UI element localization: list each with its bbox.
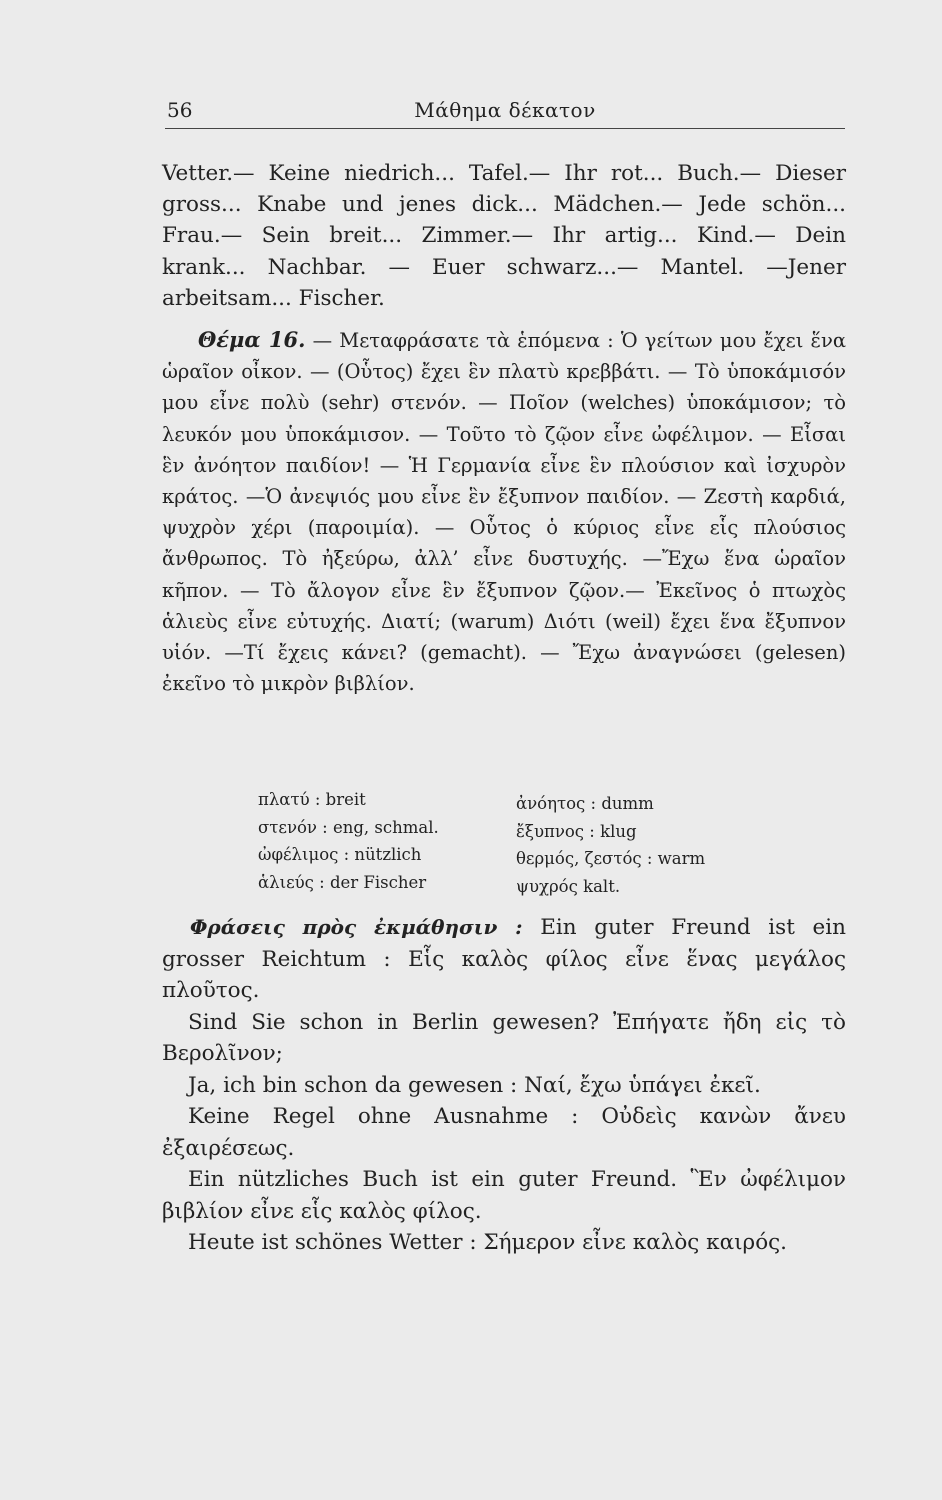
phrase-item: Heute ist schönes Wetter : Σήμερον εἶνε καλὸς καιρός. bbox=[188, 1230, 788, 1255]
phrase-item: Ja, ich bin schon da gewesen : Ναί, ἔχω ὑπάγει ἐκεῖ. bbox=[188, 1072, 761, 1098]
phrases-section bbox=[162, 912, 846, 1259]
page-number: 56 bbox=[167, 98, 193, 122]
phrase-item: Ein nützliches Buch ist ein guter Freund. Ἓν ὠφέλιμον βιβλίον εἶνε εἷς καλὸς φίλος. bbox=[162, 1167, 846, 1224]
running-title: Μάθημα δέκατον bbox=[414, 98, 596, 122]
vocab-entry: θερμός, ζεστός : warm bbox=[516, 849, 706, 868]
thema-label: Θέμα 16. bbox=[198, 327, 306, 353]
phrase-first bbox=[162, 912, 846, 1007]
exercise-german-text: Vetter.— Keine niedrich... Tafel.— Ihr rot... Buch.— Dieser gross... Knabe und jenes dick... Mädchen.— Jede schön... Frau.— Sein breit... Zimmer.— Ihr artig... Kind.— Dein krank... Nachbar. — Euer schwarz...— Mantel. —Jener arbeitsam... Fischer. bbox=[162, 161, 846, 311]
page-header bbox=[165, 94, 845, 129]
vocab-entry: ἔξυπνος : klug bbox=[516, 821, 637, 841]
vocabulary-column-right bbox=[516, 790, 816, 900]
phrases-label: Φράσεις πρὸς ἐκμάθησιν : bbox=[190, 915, 523, 939]
exercise-section bbox=[162, 158, 846, 699]
vocab-entry: ψυχρός kalt. bbox=[516, 876, 621, 896]
vocabulary-column-left bbox=[258, 786, 518, 896]
thema-text: — Μεταφράσατε τὰ ἑπόμενα : Ὁ γείτων μου ἔχει ἕνα ὡραῖον οἶκον. — (Οὗτος) ἔχει ἓν πλατὺ κρεββάτι. — Τὸ ὑποκάμισόν μου εἶνε πολὺ (sehr) στενόν. — Ποῖον (welches) ὑποκάμισον; τὸ λευκόν μου ὑποκάμισον. — Τοῦτο τὸ ζῷον εἶνε ὠφέλιμον. — Εἶσαι ἓν ἀνόητον παιδίον! — Ἡ Γερμανία εἶνε ἓν πλούσιον καὶ ἰσχυρὸν κράτος. —Ὁ ἀνεψιός μου εἶνε ἓν ἔξυπνον παιδίον. — Ζεστὴ καρδιά, ψυχρὸν χέρι (παροιμία). — Οὗτος ὁ κύριος εἶνε εἷς πλούσιος ἄνθρωπος. Τὸ ἠξεύρω, ἀλλ’ εἶνε δυστυχής. —Ἔχω ἕνα ὡραῖον κῆπον. — Τὸ ἄλογον εἶνε ἓν ἔξυπνον ζῷον.— Ἐκεῖνος ὁ πτωχὸς ἁλιεὺς εἶνε εὐτυχής. Διατί; (warum) Διότι (weil) ἔχει ἕνα ἔξυπνον υἱόν. —Τί ἔχεις κάνει? (gemacht). — Ἔχω ἀναγνώσει (gelesen) ἐκεῖνο τὸ μικρὸν βιβλίον. bbox=[162, 329, 847, 696]
phrase-text: Ein guter Freund ist ein grosser Reichtum : Εἷς καλὸς φίλος εἶνε ἕνας μεγάλος πλοῦτος. bbox=[162, 915, 846, 1003]
vocab-entry: ἁλιεύς : der Fischer bbox=[258, 872, 427, 892]
vocab-entry: πλατύ : breit bbox=[258, 790, 366, 809]
vocab-entry: στενόν : eng, schmal. bbox=[258, 817, 439, 837]
thema-paragraph bbox=[162, 324, 846, 699]
vocab-entry: ὠφέλιμος : nützlich bbox=[258, 845, 422, 864]
phrase-item: Keine Regel ohne Ausnahme : Οὐδεὶς κανὼν ἄνευ ἐξαιρέσεως. bbox=[162, 1104, 846, 1161]
vocab-entry: ἀνόητος : dumm bbox=[516, 794, 654, 813]
phrase-item: Sind Sie schon in Berlin gewesen? Ἐπήγατε ἤδη εἰς τὸ Βερολῖνον; bbox=[162, 1009, 846, 1066]
